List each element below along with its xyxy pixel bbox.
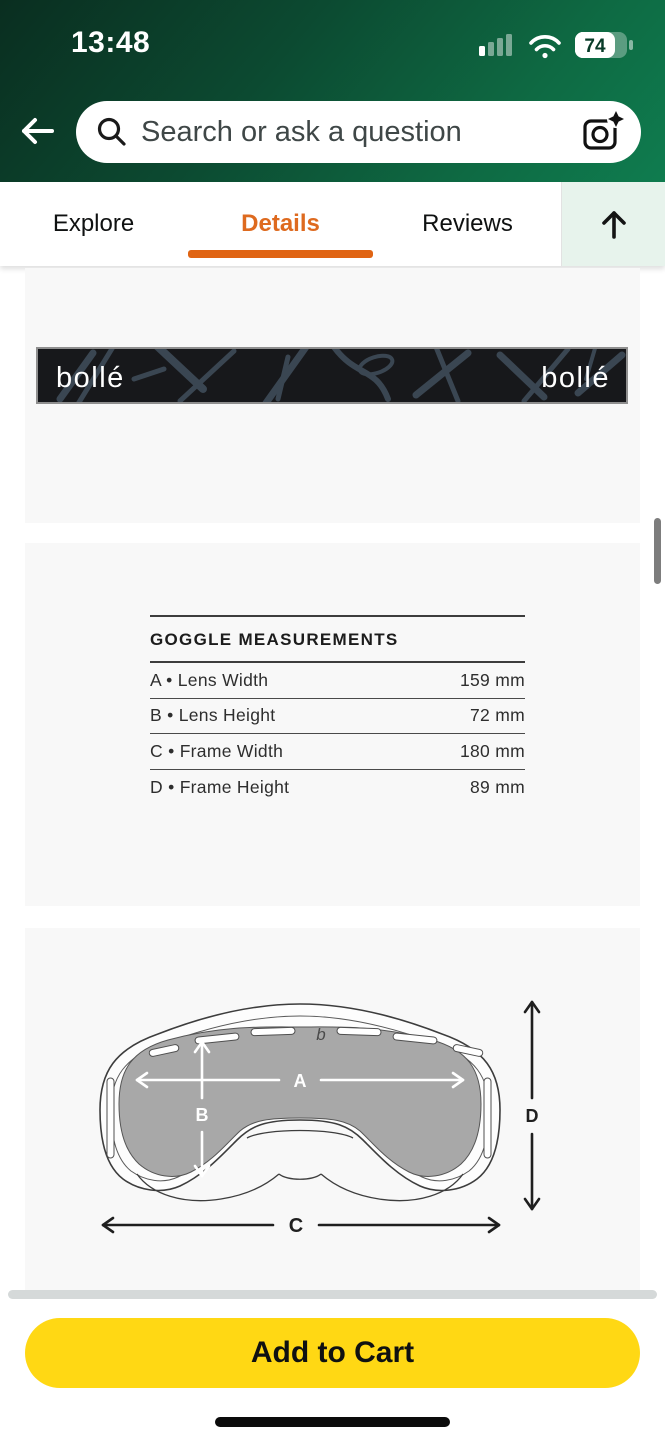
status-time: 13:48	[71, 26, 151, 59]
battery-icon	[575, 32, 633, 58]
camera-search-icon[interactable]	[581, 111, 625, 153]
scroll-to-top-button[interactable]	[561, 182, 665, 266]
table-title: GOGGLE MEASUREMENTS	[150, 617, 525, 663]
lens-logo: b	[316, 1025, 326, 1044]
brand-banner-section	[25, 268, 640, 523]
table-row	[150, 770, 525, 806]
brand-logo-right: bollé	[541, 362, 610, 394]
active-tab-underline	[188, 250, 373, 258]
vertical-scrollbar-thumb[interactable]	[654, 518, 661, 584]
cellular-signal-icon	[479, 34, 512, 56]
add-to-cart-button[interactable]: Add to Cart	[25, 1318, 640, 1388]
row-label: C • Frame Width	[150, 740, 284, 761]
up-arrow-icon	[599, 208, 629, 240]
wifi-icon	[531, 37, 559, 58]
arrow-a-label: A	[293, 1071, 307, 1091]
tab-details[interactable]: Details	[187, 182, 374, 266]
measurements-table	[150, 615, 525, 805]
search-input[interactable]	[141, 116, 581, 149]
goggle-diagram-section	[25, 928, 640, 1290]
brand-banner-image	[36, 347, 628, 404]
row-label: B • Lens Height	[150, 705, 276, 726]
table-row	[150, 699, 525, 735]
goggle-diagram-image	[25, 928, 640, 1290]
row-value: 159 mm	[459, 669, 525, 690]
tab-bar	[0, 182, 665, 266]
row-value: 72 mm	[470, 705, 525, 726]
tab-explore[interactable]: Explore	[52, 210, 135, 237]
search-icon	[95, 115, 129, 149]
svg-text:74: 74	[584, 36, 606, 57]
measurements-section	[25, 543, 640, 906]
row-value: 180 mm	[459, 740, 525, 761]
search-bar[interactable]	[76, 101, 641, 163]
arrow-c-label: C	[288, 1215, 304, 1237]
row-label: A • Lens Width	[150, 669, 269, 690]
row-value: 89 mm	[470, 776, 525, 797]
arrow-b-label: B	[195, 1105, 209, 1125]
brand-logo-left: bollé	[56, 362, 125, 394]
back-arrow-icon[interactable]	[18, 113, 56, 149]
home-indicator[interactable]	[215, 1417, 450, 1427]
status-icons	[471, 28, 641, 62]
tab-reviews[interactable]: Reviews	[422, 210, 513, 237]
content-footer-divider	[8, 1290, 657, 1299]
row-label: D • Frame Height	[150, 776, 290, 797]
arrow-d-label: D	[525, 1106, 539, 1126]
table-row	[150, 734, 525, 770]
header	[0, 0, 665, 182]
tabs	[0, 182, 561, 266]
table-row	[150, 663, 525, 699]
